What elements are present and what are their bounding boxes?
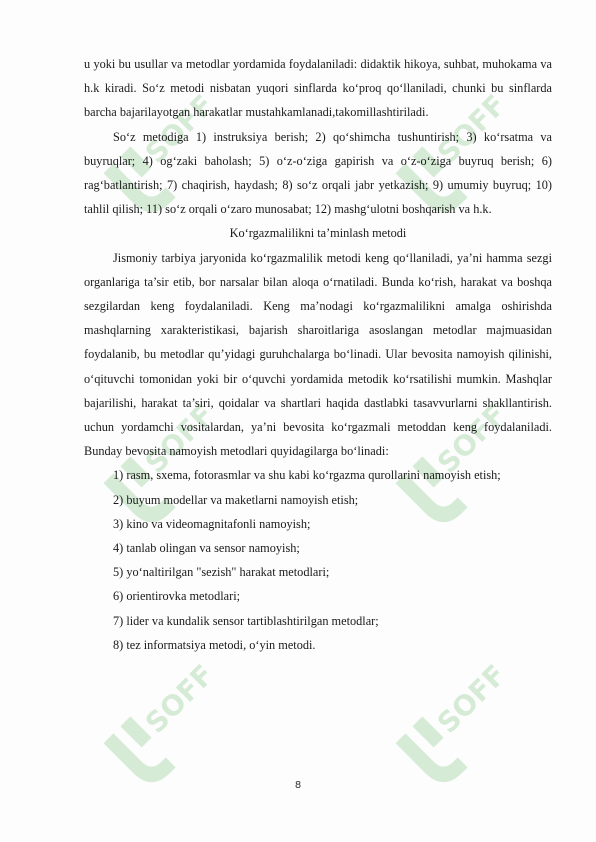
paragraph-continuation: u yoki bu usullar va metodlar yordamida foydalaniladi: didaktik hikoya, suhbat, muhokama va h.k kiradi. So‘z metodi nisbatan yuqori sinflarda ko‘proq qo‘llaniladi, chunki bu sinflarda barcha bajarilayotgan harakatlar mustahkamlanadi,takomillashtiriladi. (84, 57, 552, 120)
list-item: 3) kino va videomagnitafonli namoyish; (113, 516, 311, 531)
svg-text:SOFF: SOFF (138, 658, 221, 740)
list-item: 7) lider va kundalik sensor tartiblashtirilgan metodlar; (113, 613, 379, 628)
list-item: 4) tanlab olingan va sensor namoyish; (113, 541, 300, 556)
svg-text:SOFF: SOFF (430, 88, 513, 170)
list-item: 8) tez informatsiya metodi, o‘yin metodi. (113, 637, 316, 652)
svg-text:SOFF: SOFF (138, 398, 221, 480)
list-item: 1) rasm, sxema, fotorasmlar va shu kabi ko‘rgazma qurollarini namoyish etish; (113, 468, 501, 483)
watermark-text: SOFF (138, 88, 221, 170)
svg-text:SOFF: SOFF (430, 658, 513, 740)
paragraph-visual-method: Jismoniy tarbiya jaryonida ko‘rgazmalilik metodi keng qo‘llaniladi, ya’ni hamma sezgi organlariga ta’sir etib, bor narsalar bilan aloqa o‘rnatiladi. Bunda ko‘rish, harakat va boshqa sezgilardan keng foydalaniladi. Keng ma’nodagi ko‘rgazmalilikni amalga oshirishda mashqlarning xarakteristikasi, bajarish sharoitlariga asoslangan metodlar majmuasidan foydalanib, bu metodlar qu’yidagi guruhchalarga bo‘linadi. Ular bevosita namoyish qilinishi, o‘qituvchi tomonidan yoki bir o‘quvchi yordamida metodik ko‘rsatilishi mumkin. Mashqlar bajarilishi, harakat ta’siri, qoidalar va shartlari haqida dastlabki tasavvurlarni shakllantirish. uchun yordamchi vositalardan, ya’ni bevosita ko‘rgazmali metoddan keng foydalaniladi. Bunday bevosita namoyish metodlari quyidagilarga bo‘linadi: (84, 250, 552, 459)
soff-logo-watermark (78, 640, 228, 790)
list-item: 2) buyum modellar va maketlarni namoyish etish; (113, 492, 359, 507)
list-item: 5) yo‘naltirilgan "sezish" harakat metodlari; (113, 565, 330, 580)
methods-list (84, 463, 552, 657)
page-number: 8 (294, 780, 302, 791)
paragraph-word-method: So‘z metodiga 1) instruksiya berish; 2) qo‘shimcha tushuntirish; 3) ko‘rsatma va buyruqlar; 4) og‘zaki baholash; 5) o‘z-o‘ziga gapirish va o‘z-o‘ziga buyruq berish; 6) rag‘batlantirish; 7) chaqirish, haydash; 8) so‘z orqali jabr yetkazish; 9) umumiy buyruq; 10) tahlil qilish; 11) so‘z orqali o‘zaro munosabat; 12) mashg‘ulotni boshqarish va h.k. (84, 129, 552, 217)
section-heading: Ko‘rgazmalilikni ta’minlash metodi (229, 226, 407, 241)
soff-logo-watermark (370, 640, 520, 790)
svg-text:SOFF: SOFF (430, 398, 513, 480)
list-item: 6) orientirovka metodlari; (113, 589, 241, 604)
document-page (84, 52, 552, 657)
